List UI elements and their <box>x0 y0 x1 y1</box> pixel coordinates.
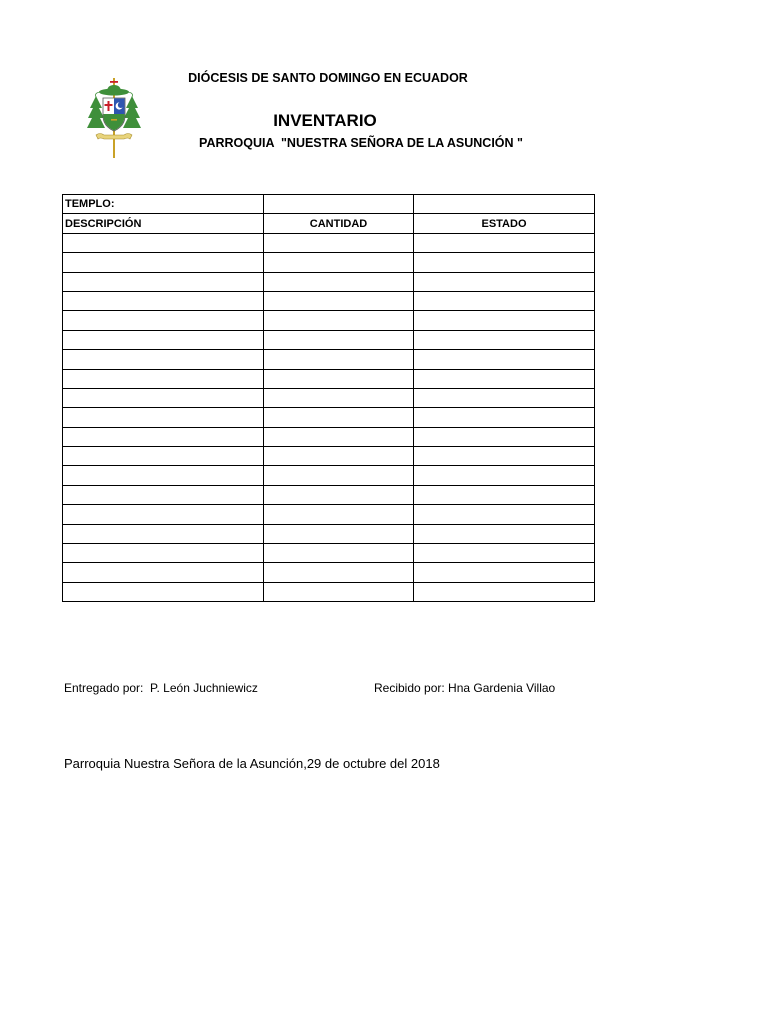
quantity-cell <box>264 447 414 466</box>
received-by: Recibido por: Hna Gardenia Villao <box>374 681 556 695</box>
status-cell <box>414 233 595 252</box>
temple-row <box>63 195 595 214</box>
status-cell <box>414 485 595 504</box>
cross-bar <box>110 81 118 83</box>
quantity-cell <box>264 408 414 427</box>
status-cell <box>414 291 595 310</box>
quantity-cell <box>264 485 414 504</box>
cord-right <box>128 92 133 97</box>
column-header-quantity: CANTIDAD <box>264 214 414 233</box>
description-cell <box>63 272 264 291</box>
status-cell <box>414 582 595 601</box>
quantity-cell <box>264 388 414 407</box>
description-cell <box>63 447 264 466</box>
description-cell <box>63 505 264 524</box>
description-cell <box>63 311 264 330</box>
table-row <box>63 253 595 272</box>
status-cell <box>414 272 595 291</box>
quantity-cell <box>264 369 414 388</box>
description-cell <box>63 563 264 582</box>
table-row <box>63 427 595 446</box>
table-row <box>63 233 595 252</box>
quantity-cell <box>264 582 414 601</box>
inventory-table-body <box>63 195 595 602</box>
table-row <box>63 524 595 543</box>
description-cell <box>63 369 264 388</box>
description-cell <box>63 408 264 427</box>
status-cell <box>414 253 595 272</box>
status-cell <box>414 563 595 582</box>
table-row <box>63 311 595 330</box>
temple-label: TEMPLO: <box>63 195 264 214</box>
table-row <box>63 563 595 582</box>
quantity-cell <box>264 524 414 543</box>
coat-of-arms-logo <box>86 78 142 160</box>
table-row <box>63 408 595 427</box>
table-row <box>63 330 595 349</box>
status-cell <box>414 544 595 563</box>
quantity-cell <box>264 350 414 369</box>
description-cell <box>63 253 264 272</box>
place-and-date: Parroquia Nuestra Señora de la Asunción,29 de octubre del 2018 <box>64 756 440 771</box>
coat-of-arms-icon <box>86 78 142 160</box>
description-cell <box>63 582 264 601</box>
table-row <box>63 272 595 291</box>
crescent-inner <box>118 102 124 108</box>
description-cell <box>63 524 264 543</box>
table-header-row <box>63 214 595 233</box>
table-row <box>63 447 595 466</box>
quantity-cell <box>264 505 414 524</box>
table-row <box>63 291 595 310</box>
status-cell <box>414 350 595 369</box>
document-title: INVENTARIO <box>273 111 377 130</box>
hat-crown <box>107 85 121 92</box>
status-cell <box>414 408 595 427</box>
table-row <box>63 369 595 388</box>
description-cell <box>63 427 264 446</box>
table-row <box>63 505 595 524</box>
quantity-cell <box>264 563 414 582</box>
column-header-status: ESTADO <box>414 214 595 233</box>
description-cell <box>63 485 264 504</box>
description-cell <box>63 233 264 252</box>
description-cell <box>63 291 264 310</box>
red-cross-horizontal <box>105 104 113 106</box>
shield-gold-mark <box>111 119 117 121</box>
galero-hat <box>99 85 129 96</box>
status-cell <box>414 524 595 543</box>
quantity-cell <box>264 253 414 272</box>
temple-extra-cell <box>414 195 595 214</box>
quantity-cell <box>264 291 414 310</box>
column-header-description: DESCRIPCIÓN <box>63 214 264 233</box>
shield-green-base <box>103 114 124 131</box>
table-row <box>63 466 595 485</box>
quantity-cell <box>264 330 414 349</box>
status-cell <box>414 466 595 485</box>
description-cell <box>63 388 264 407</box>
description-cell <box>63 466 264 485</box>
description-cell <box>63 330 264 349</box>
table-row <box>63 544 595 563</box>
quantity-cell <box>264 272 414 291</box>
status-cell <box>414 427 595 446</box>
quantity-cell <box>264 466 414 485</box>
inventory-table <box>62 194 595 602</box>
table-row <box>63 485 595 504</box>
table-row <box>63 582 595 601</box>
status-cell <box>414 311 595 330</box>
shield <box>103 98 125 131</box>
delivered-by: Entregado por: P. León Juchniewicz <box>64 681 258 695</box>
status-cell <box>414 369 595 388</box>
table-row <box>63 350 595 369</box>
table-row <box>63 388 595 407</box>
quantity-cell <box>264 544 414 563</box>
tassels-left <box>87 96 105 128</box>
quantity-cell <box>264 427 414 446</box>
diocese-name: DIÓCESIS DE SANTO DOMINGO EN ECUADOR <box>188 71 468 85</box>
status-cell <box>414 505 595 524</box>
tassel-tier <box>123 110 141 128</box>
tassels-right <box>123 96 141 128</box>
tassel-tier <box>87 110 105 128</box>
status-cell <box>414 447 595 466</box>
status-cell <box>414 388 595 407</box>
status-cell <box>414 330 595 349</box>
quantity-cell <box>264 233 414 252</box>
temple-value-cell <box>264 195 414 214</box>
description-cell <box>63 544 264 563</box>
description-cell <box>63 350 264 369</box>
parish-name: PARROQUIA "NUESTRA SEÑORA DE LA ASUNCIÓN " <box>199 136 523 150</box>
cord-left <box>96 92 101 97</box>
quantity-cell <box>264 311 414 330</box>
